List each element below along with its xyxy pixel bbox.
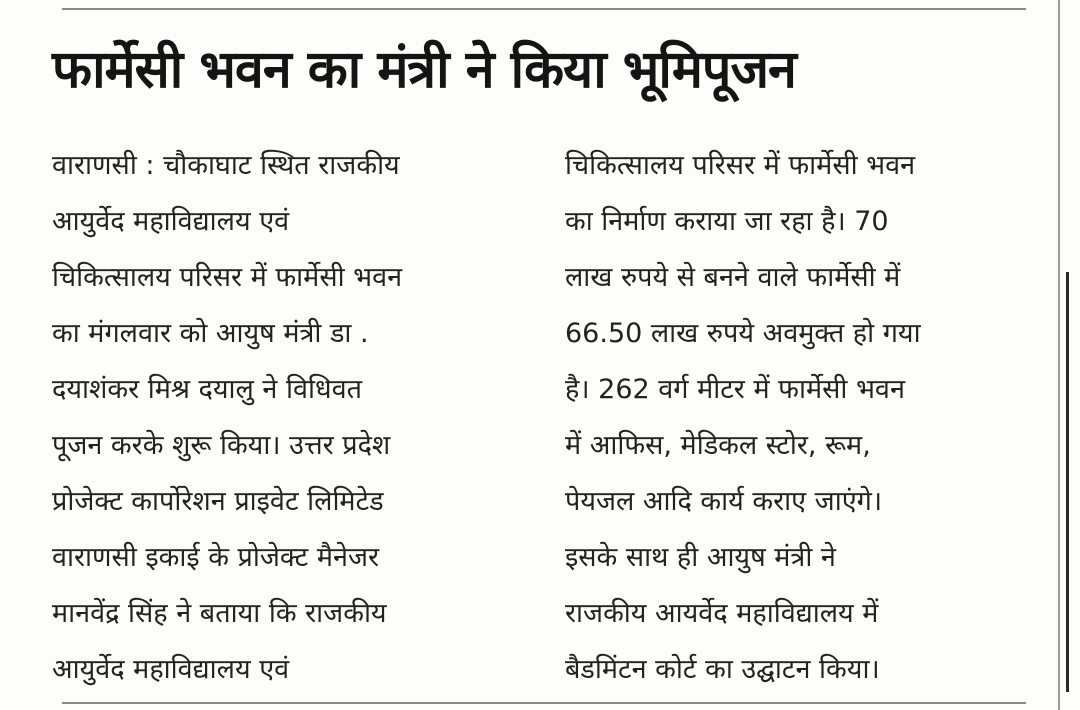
article-column-right bbox=[565, 138, 1035, 698]
text-line: का निर्माण कराया जा रहा है। 70 bbox=[565, 206, 889, 237]
text-line: में आफिस, मेडिकल स्टोर, रूम, bbox=[565, 430, 871, 461]
text-line: वाराणसी : चौकाघाट स्थित राजकीय bbox=[52, 150, 400, 181]
text-line: पूजन करके शुरू किया। उत्तर प्रदेश bbox=[52, 430, 391, 461]
adjacent-article-edge bbox=[1066, 272, 1080, 692]
text-line: वाराणसी इकाई के प्रोजेक्ट मैनेजर bbox=[52, 542, 380, 573]
article-column-left bbox=[52, 138, 522, 698]
text-line: चिकित्सालय परिसर में फार्मेसी भवन bbox=[52, 262, 403, 293]
text-line: राजकीय आयर्वेद महाविद्यालय में bbox=[565, 598, 879, 629]
text-line: प्रोजेक्ट कार्पोरेशन प्राइवेट लिमिटेड bbox=[52, 486, 384, 517]
top-divider bbox=[62, 8, 1026, 10]
column-edge-rule bbox=[1058, 0, 1060, 710]
text-line: है। 262 वर्ग मीटर में फार्मेसी भवन bbox=[565, 374, 905, 405]
text-line: का मंगलवार को आयुष मंत्री डा . bbox=[52, 318, 369, 349]
article-headline: फार्मेसी भवन का मंत्री ने किया भूमिपूजन bbox=[52, 40, 796, 100]
text-line: पेयजल आदि कार्य कराए जाएंगे। bbox=[565, 486, 883, 517]
text-line: बैडमिंटन कोर्ट का उद्घाटन किया। bbox=[565, 654, 880, 685]
text-line: दयाशंकर मिश्र दयालु ने विधिवत bbox=[52, 374, 362, 405]
text-line: मानवेंद्र सिंह ने बताया कि राजकीय bbox=[52, 598, 387, 629]
text-line: लाख रुपये से बनने वाले फार्मेसी में bbox=[565, 262, 901, 293]
text-line: आयुर्वेद महाविद्यालय एवं bbox=[52, 654, 290, 685]
bottom-divider bbox=[62, 702, 1026, 704]
text-line: चिकित्सालय परिसर में फार्मेसी भवन bbox=[565, 150, 916, 181]
text-line: 66.50 लाख रुपये अवमुक्त हो गया bbox=[565, 318, 921, 349]
text-line: इसके साथ ही आयुष मंत्री ने bbox=[565, 542, 836, 573]
text-line: आयुर्वेद महाविद्यालय एवं bbox=[52, 206, 290, 237]
